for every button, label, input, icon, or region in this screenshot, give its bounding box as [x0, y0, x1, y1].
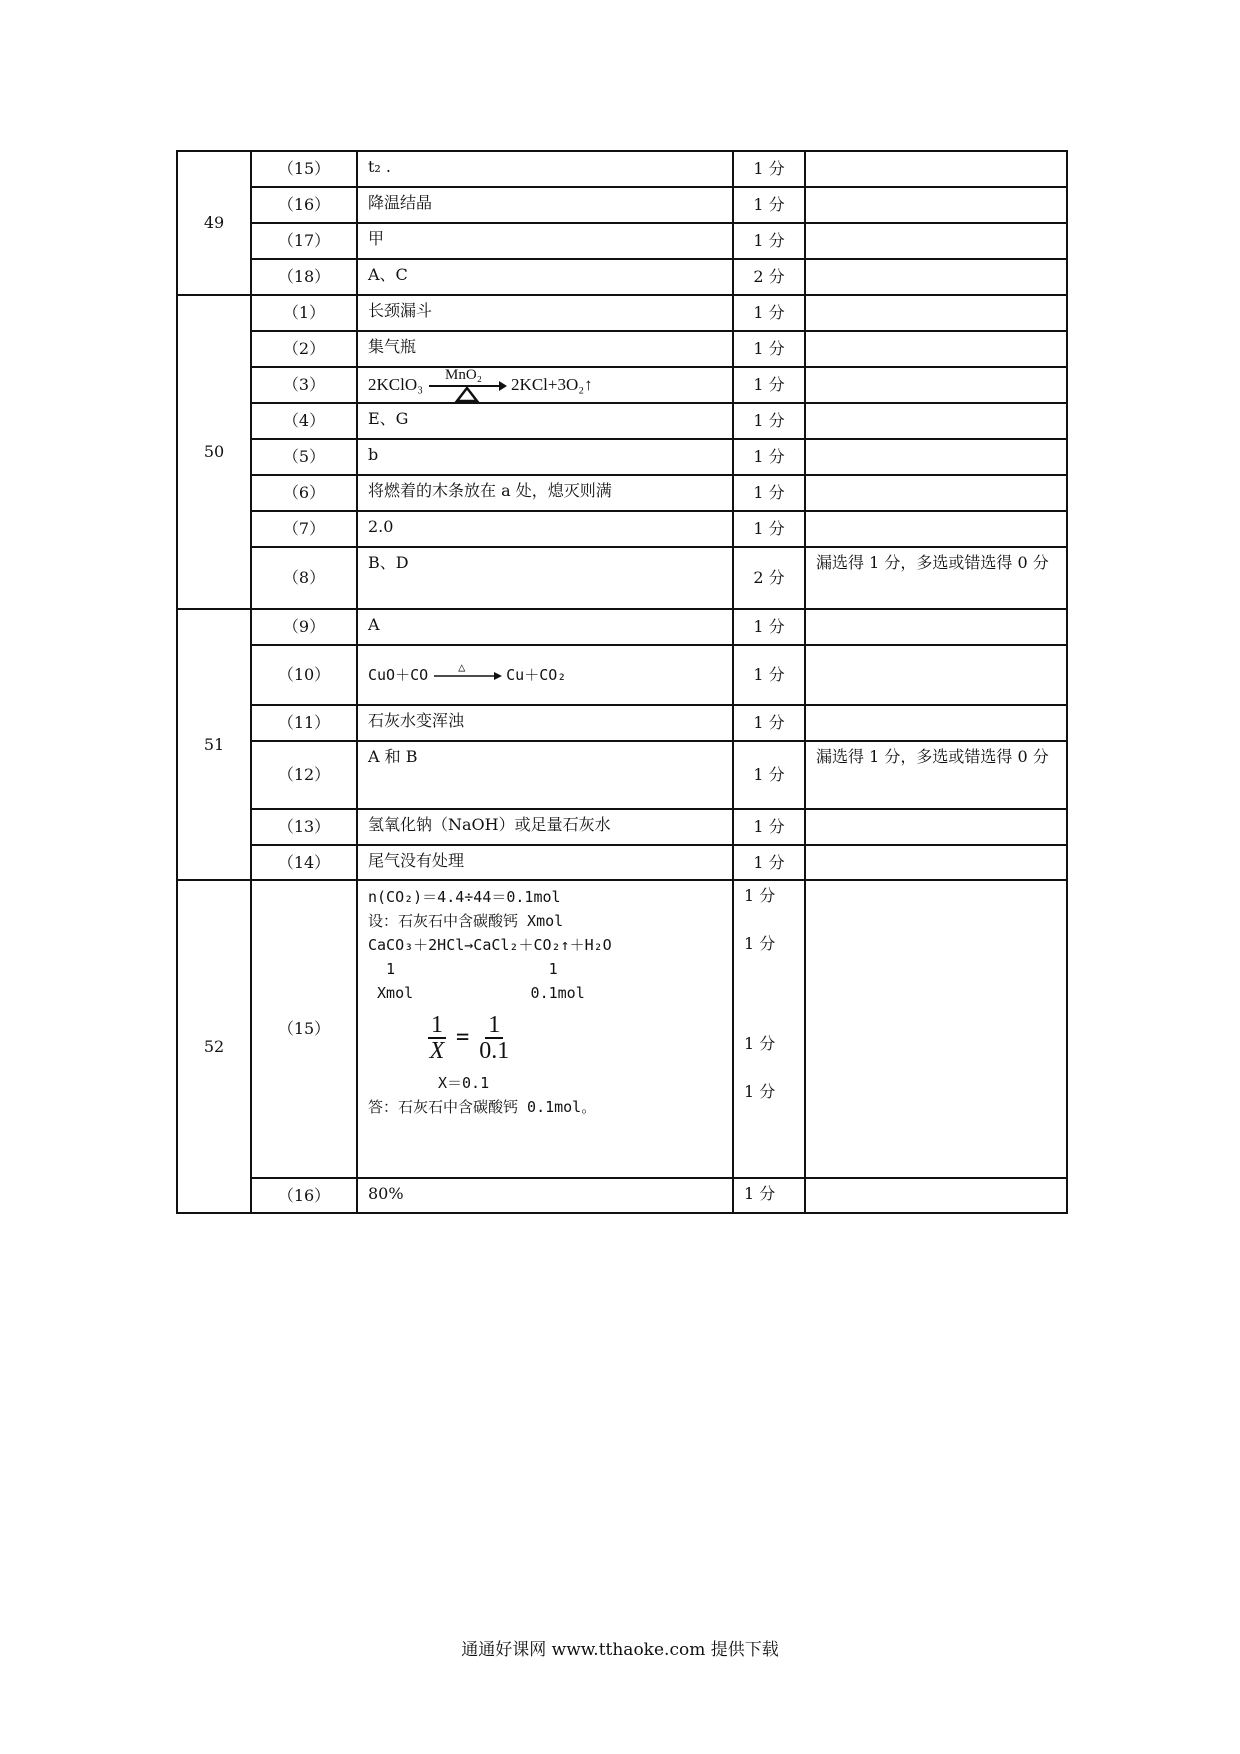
answer-cell: 集气瓶 — [357, 331, 733, 367]
page-footer: 通通好课网 www.tthaoke.com 提供下载 — [461, 1640, 779, 1660]
score-cell: 1 分 — [733, 809, 805, 845]
table-row — [177, 367, 1067, 403]
sub-question: （7） — [251, 511, 357, 547]
equals-sign: = — [456, 1025, 470, 1050]
table-row — [177, 223, 1067, 259]
numerator: 1 — [485, 1013, 503, 1039]
arrow-heat-icon — [427, 368, 507, 402]
answer-cell: A — [357, 609, 733, 645]
answer-cell: 将燃着的木条放在 a 处，熄灭则满 — [357, 475, 733, 511]
table-row — [177, 475, 1067, 511]
table-row — [177, 845, 1067, 880]
score-cell: 1 分 — [733, 645, 805, 705]
answer-cell: 长颈漏斗 — [357, 295, 733, 331]
equation-reactant: 2KClO₃ — [368, 375, 424, 394]
score-cell: 2 分 — [733, 259, 805, 295]
note-cell — [805, 845, 1067, 880]
table-row — [177, 1178, 1067, 1213]
note-cell — [805, 645, 1067, 705]
score-cell: 1 分 — [733, 403, 805, 439]
equation-product: 2KCl+3O₂↑ — [511, 375, 593, 394]
sub-question: （2） — [251, 331, 357, 367]
question-number: 49 — [177, 151, 251, 295]
arrow-icon — [432, 662, 502, 688]
chemical-equation — [368, 368, 722, 402]
sub-question: （16） — [251, 1178, 357, 1213]
question-number: 51 — [177, 609, 251, 880]
score-column — [744, 885, 794, 1105]
fraction — [428, 1013, 446, 1063]
answer-cell: E、G — [357, 403, 733, 439]
answer-cell: 氢氧化钠（NaOH）或足量石灰水 — [357, 809, 733, 845]
answer-cell: 甲 — [357, 223, 733, 259]
note-cell — [805, 511, 1067, 547]
note-cell — [805, 475, 1067, 511]
note-cell — [805, 151, 1067, 187]
table-row — [177, 609, 1067, 645]
note-cell — [805, 439, 1067, 475]
answer-cell — [357, 645, 733, 705]
sub-question: （11） — [251, 705, 357, 741]
score-cell: 1 分 — [733, 439, 805, 475]
table-row — [177, 439, 1067, 475]
table-row — [177, 880, 1067, 1178]
table-row — [177, 331, 1067, 367]
note-cell: 漏选得 1 分，多选或错选得 0 分 — [805, 741, 1067, 809]
note-cell — [805, 403, 1067, 439]
score-value: 1 分 — [744, 934, 776, 953]
sub-question: （5） — [251, 439, 357, 475]
table-row — [177, 547, 1067, 609]
table-row — [177, 511, 1067, 547]
sub-question: （8） — [251, 547, 357, 609]
score-cell: 1 分 — [733, 367, 805, 403]
table-row — [177, 187, 1067, 223]
calculation — [368, 885, 722, 1119]
calc-line: 1 1 — [368, 960, 558, 978]
note-cell — [805, 331, 1067, 367]
answer-cell: 2.0 — [357, 511, 733, 547]
equation-reactant: CuO＋CO — [368, 666, 429, 684]
sub-question: （14） — [251, 845, 357, 880]
answer-cell: 80% — [357, 1178, 733, 1213]
note-cell — [805, 809, 1067, 845]
score-cell: 2 分 — [733, 547, 805, 609]
note-cell — [805, 223, 1067, 259]
note-cell — [805, 705, 1067, 741]
calc-line: CaCO₃＋2HCl→CaCl₂＋CO₂↑＋H₂O — [368, 936, 612, 954]
table-row — [177, 259, 1067, 295]
note-cell — [805, 880, 1067, 1178]
score-value: 1 分 — [744, 1082, 776, 1101]
score-cell: 1 分 — [733, 187, 805, 223]
calc-line: X＝0.1 — [438, 1074, 490, 1092]
note-cell — [805, 295, 1067, 331]
question-number: 52 — [177, 880, 251, 1213]
numerator: 1 — [428, 1013, 446, 1039]
answer-cell: B、D — [357, 547, 733, 609]
sub-question: （16） — [251, 187, 357, 223]
denominator: X — [429, 1038, 445, 1064]
score-cell: 1 分 — [733, 223, 805, 259]
sub-question: （18） — [251, 259, 357, 295]
sub-question: （17） — [251, 223, 357, 259]
answer-cell: 降温结晶 — [357, 187, 733, 223]
table-row — [177, 741, 1067, 809]
calc-line: 设：石灰石中含碳酸钙 Xmol — [368, 912, 564, 930]
table-row — [177, 645, 1067, 705]
score-value: 1 分 — [744, 1034, 776, 1053]
sub-question: （15） — [251, 880, 357, 1178]
sub-question: （15） — [251, 151, 357, 187]
denominator: 0.1 — [479, 1038, 510, 1064]
calc-line: Xmol 0.1mol — [368, 984, 585, 1002]
calculation-cell — [357, 880, 733, 1178]
sub-question: （13） — [251, 809, 357, 845]
sub-question: （3） — [251, 367, 357, 403]
score-cell: 1 分 — [733, 295, 805, 331]
score-cell: 1 分 — [733, 511, 805, 547]
equation-product: Cu＋CO₂ — [506, 666, 567, 684]
calc-line: 答：石灰石中含碳酸钙 0.1mol。 — [368, 1098, 597, 1116]
sub-question: （6） — [251, 475, 357, 511]
reaction-arrow — [427, 368, 507, 402]
proportion — [368, 1005, 722, 1071]
sub-question: （12） — [251, 741, 357, 809]
note-cell — [805, 259, 1067, 295]
answer-cell — [357, 367, 733, 403]
sub-question: （4） — [251, 403, 357, 439]
reaction-arrow — [432, 662, 502, 688]
calc-line: n(CO₂)＝4.4÷44＝0.1mol — [368, 888, 561, 906]
answer-table — [176, 150, 1068, 1214]
score-cell: 1 分 — [733, 845, 805, 880]
score-cell: 1 分 — [733, 151, 805, 187]
sub-question: （1） — [251, 295, 357, 331]
answer-cell: b — [357, 439, 733, 475]
answer-cell: 石灰水变浑浊 — [357, 705, 733, 741]
heat-condition: △ — [458, 660, 466, 674]
chemical-equation — [368, 662, 722, 688]
answer-cell: A、C — [357, 259, 733, 295]
score-value: 1 分 — [744, 886, 776, 905]
score-cell — [733, 880, 805, 1178]
note-cell — [805, 1178, 1067, 1213]
score-cell: 1 分 — [733, 331, 805, 367]
table-row — [177, 809, 1067, 845]
answer-cell: 尾气没有处理 — [357, 845, 733, 880]
sub-question: （9） — [251, 609, 357, 645]
score-cell: 1 分 — [733, 705, 805, 741]
table-row — [177, 705, 1067, 741]
answer-cell: t₂ . — [357, 151, 733, 187]
table-row — [177, 295, 1067, 331]
note-cell — [805, 609, 1067, 645]
score-cell: 1 分 — [733, 741, 805, 809]
answer-cell: A 和 B — [357, 741, 733, 809]
fraction — [479, 1013, 509, 1063]
score-cell: 1 分 — [733, 609, 805, 645]
score-cell: 1 分 — [733, 1178, 805, 1213]
table-row — [177, 151, 1067, 187]
table-row — [177, 403, 1067, 439]
question-number: 50 — [177, 295, 251, 609]
note-cell — [805, 187, 1067, 223]
score-cell: 1 分 — [733, 475, 805, 511]
note-cell — [805, 367, 1067, 403]
catalyst-label: MnO₂ — [445, 367, 482, 383]
sub-question: （10） — [251, 645, 357, 705]
note-cell: 漏选得 1 分，多选或错选得 0 分 — [805, 547, 1067, 609]
